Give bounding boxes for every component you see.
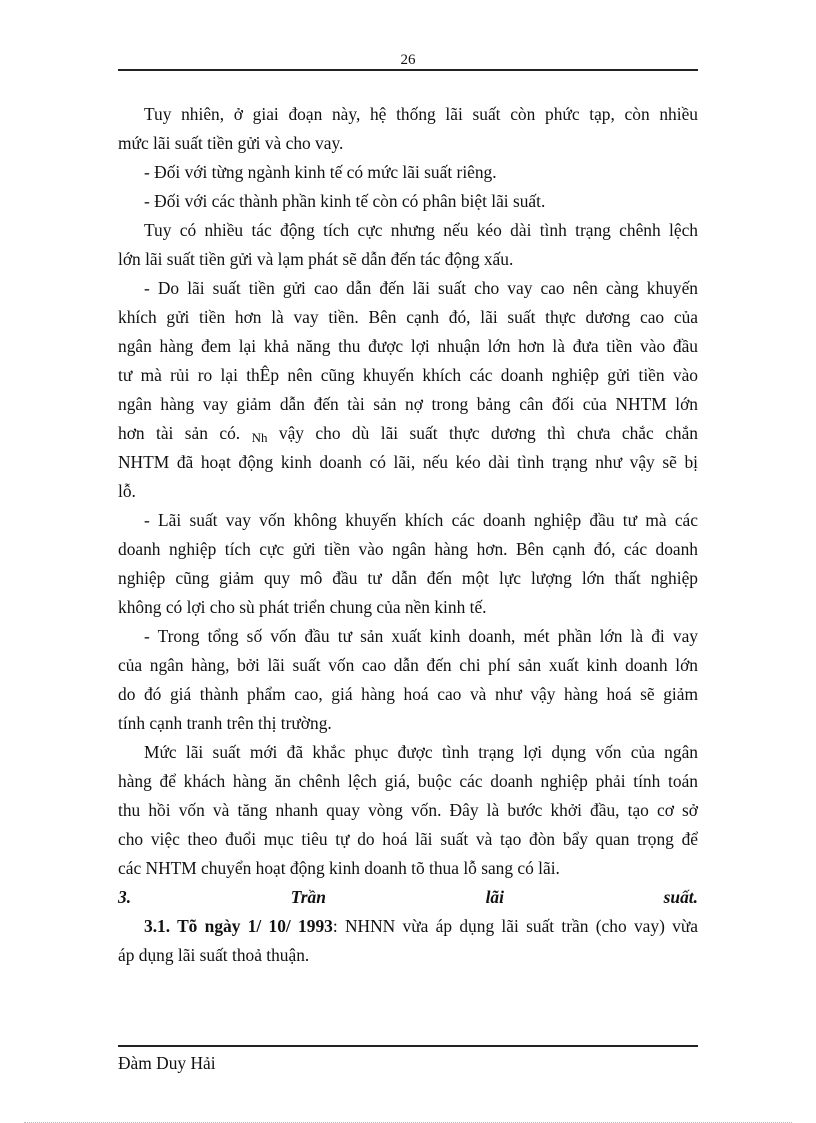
header-rule: [118, 69, 698, 71]
paragraph-line: các NHTM chuyển hoạt động kinh doanh tõ thua lỗ sang có lãi.: [118, 858, 560, 878]
section-heading: [118, 883, 698, 912]
heading-word: lãi: [485, 887, 504, 907]
paragraph-line: cho việc theo đuổi mục tiêu tự do hoá lãi suất và tạo đòn bẩy quan trọng để: [118, 829, 698, 849]
paragraph-line: áp dụng lãi suất thoả thuận.: [118, 945, 310, 965]
heading-word: Trần: [290, 887, 326, 907]
page-number: 26: [400, 52, 416, 68]
paragraph-line: - Trong tổng số vốn đầu tư sản xuất kinh doanh, mét phần lớn là đi vay: [144, 626, 698, 646]
paragraph-line: ngân hàng vay giảm dẫn đến tài sản nợ trong bảng cân đối của NHTM lớn: [118, 394, 698, 414]
paragraph-line: Tuy có nhiều tác động tích cực nhưng nếu kéo dài tình trạng chênh lệch: [144, 220, 698, 240]
paragraph-line: lớn lãi suất tiền gửi và lạm phát sẽ dẫn đến tác động xấu.: [118, 249, 514, 269]
paragraph-line: NHTM đã hoạt động kinh doanh có lãi, nếu kéo dài tình trạng như vậy sẽ bị: [118, 452, 698, 472]
paragraph-line: tư mà rủi ro lại thÊp nên cũng khuyến khích các doanh nghiệp gửi tiền vào: [118, 365, 698, 385]
subsection-label: 3.1. Tõ ngày 1/ 10/ 1993: [144, 916, 333, 936]
paragraph-line: ngân hàng đem lại khả năng thu được lợi nhuận lớn hơn là đưa tiền vào đầu: [118, 336, 698, 356]
document-body: [118, 100, 698, 970]
paragraph-line: do đó giá thành phẩm cao, giá hàng hoá cao và như vậy hàng hoá sẽ giảm: [118, 684, 698, 704]
text-run: : NHNN vừa áp dụng lãi suất trần (cho vay) vừa: [332, 916, 698, 936]
paragraph-line: [118, 419, 698, 448]
paragraph-line: tính cạnh tranh trên thị trường.: [118, 713, 332, 733]
paragraph-line: không có lợi cho sù phát triển chung của nền kinh tế.: [118, 597, 487, 617]
heading-word: suất.: [663, 887, 698, 907]
paragraph-line: lỗ.: [118, 481, 136, 501]
paragraph-line: [118, 912, 698, 941]
paragraph-line: của ngân hàng, bởi lãi suất vốn cao dẫn đến chi phí sản xuất kinh doanh lớn: [118, 655, 698, 675]
paragraph-line: Tuy nhiên, ở giai đoạn này, hệ thống lãi suất còn phức tạp, còn nhiều: [144, 104, 698, 124]
footer-author: Đàm Duy Hải: [118, 1053, 216, 1073]
paragraph-line: - Do lãi suất tiền gửi cao dẫn đến lãi suất cho vay cao nên càng khuyến: [144, 278, 698, 298]
paragraph-line: doanh nghiệp tích cực gửi tiền vào ngân hàng hơn. Bên cạnh đó, các doanh: [118, 539, 698, 559]
text-run: vậy cho dù lãi suất thực dương thì chưa chắc chắn: [278, 423, 698, 443]
paragraph-line: mức lãi suất tiền gửi và cho vay.: [118, 133, 344, 153]
footer-rule: [118, 1045, 698, 1047]
text-run: hơn tài sản có.: [118, 423, 241, 443]
subscript-fragment: Nh: [251, 430, 268, 445]
bullet-line: - Đối với từng ngành kinh tế có mức lãi suất riêng.: [144, 162, 497, 182]
bullet-line: - Đối với các thành phần kinh tế còn có phân biệt lãi suất.: [144, 191, 546, 211]
paragraph-line: - Lãi suất vay vốn không khuyến khích các doanh nghiệp đầu tư mà các: [144, 510, 698, 530]
paragraph-line: nghiệp cũng giảm quy mô đầu tư dẫn đến một lực lượng lớn thất nghiệp: [118, 568, 698, 588]
paragraph-line: Mức lãi suất mới đã khắc phục được tình trạng lợi dụng vốn của ngân: [144, 742, 698, 762]
heading-number: 3.: [118, 887, 132, 907]
paragraph-line: hàng để khách hàng ăn chênh lệch giá, buộc các doanh nghiệp phải tính toán: [118, 771, 698, 791]
paragraph-line: thu hồi vốn và tăng nhanh quay vòng vốn. Đây là bước khởi đầu, tạo cơ sở: [118, 800, 698, 820]
paragraph-line: khích gửi tiền hơn là vay tiền. Bên cạnh đó, lãi suất thực dương cao của: [118, 307, 698, 327]
